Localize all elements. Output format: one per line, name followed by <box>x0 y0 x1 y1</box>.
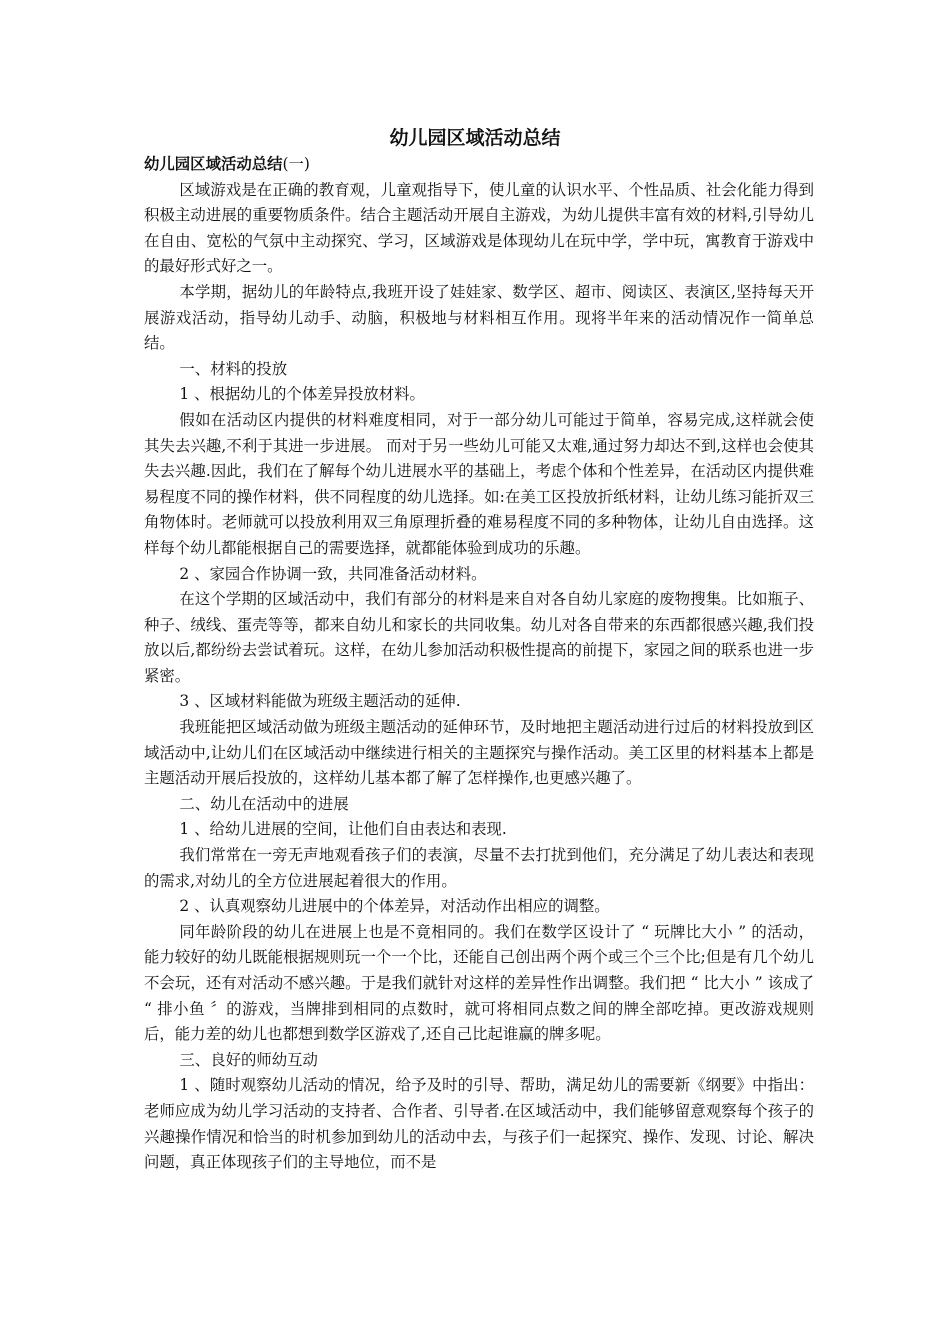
paragraph: 假如在活动区内提供的材料难度相同，对于一部分幼儿可能过于简单，容易完成,这样就会使其失去兴趣,不利于其进一步进展。 而对于另一些幼儿可能又太难,通过努力却达不到,这样也会使其失去兴趣.因此，我们在了解每个幼儿进展水平的基础上，考虑个体和个性差异，在活动区内提供难易程度不同的操作材料，供不同程度的幼儿选择。如:在美工区投放折纸材料，让幼儿练习能折双三角物体时。老师就可以投放利用双三角原理折叠的难易程度不同的多种物体，让幼儿自由选择。这样每个幼儿都能根据自己的需要选择，就都能体验到成功的乐趣。 <box>144 410 814 557</box>
paragraph: 我班能把区域活动做为班级主题活动的延伸环节，及时地把主题活动进行过后的材料投放到区域活动中,让幼儿们在区域活动中继续进行相关的主题探究与操作活动。美工区里的材料基本上都是主题活动开展后投放的，这样幼儿基本都了解了怎样操作,也更感兴趣了。 <box>144 718 814 788</box>
heading-progress: 二、幼儿在活动中的进展 <box>179 794 349 813</box>
document-body <box>144 152 814 1176</box>
subheading: 3 、区域材料能做为班级主题活动的延伸. <box>179 692 461 711</box>
subheading: 2 、认真观察幼儿进展中的个体差异，对活动作出相应的调整。 <box>179 897 610 916</box>
subheading: 2 、家园合作协调一致，共同准备活动材料。 <box>179 564 487 583</box>
paragraph: 在这个学期的区域活动中，我们有部分的材料是来自对各自幼儿家庭的废物搜集。比如瓶子、种子、绒线、蛋壳等等，都来自幼儿和家长的共同收集。幼儿对各自带来的东西都很感兴趣,我们投放以后,都纷纷去尝试着玩。这样，在幼儿参加活动积极性提高的前提下，家园之间的联系也进一步紧密。 <box>144 590 814 685</box>
paragraph: 同年龄阶段的幼儿在进展上也是不竟相同的。我们在数学区设计了 “ 玩牌比大小 ” 的活动，能力较好的幼儿既能根据规则玩一个一个比，还能自己创出两个两个或三个三个比;但是有几个幼儿不会玩，还有对活动不感兴趣。于是我们就针对这样的差异性作出调整。我们把 “ 比大小 ” 该成了 “ 排小鱼 〞的游戏，当牌排到相同的点数时，就可将相同点数之间的牌全部吃掉。更改游戏规则后，能力差的幼儿也都想到数学区游戏了,还自己比起谁赢的牌多呢。 <box>144 922 814 1044</box>
paragraph: 区域游戏是在正确的教育观，儿童观指导下，使儿童的认识水平、个性品质、社会化能力得到积极主动进展的重要物质条件。结合主题活动开展自主游戏，为幼儿提供丰富有效的材料,引导幼儿在自由、宽松的气氛中主动探究、学习，区域游戏是体现幼儿在玩中学，学中玩，寓教育于游戏中的最好形式好之一。 <box>144 180 814 276</box>
heading-interaction: 三、良好的师幼互动 <box>179 1050 318 1069</box>
section-heading <box>144 152 814 178</box>
paragraph: 1 、随时观察幼儿活动的情况，给予及时的引导、帮助，满足幼儿的需要新《纲要》中指出：老师应成为幼儿学习活动的支持者、合作者、引导者.在区域活动中，我们能够留意观察每个孩子的兴趣操作情况和恰当的时机参加到幼儿的活动中去，与孩子们一起探究、操作、发现、讨论、解决问题，真正体现孩子们的主导地位，而不是 <box>144 1076 814 1172</box>
subheading: 1 、根据幼儿的个体差异投放材料。 <box>179 385 425 404</box>
section-heading-text: 幼儿园区域活动总结 <box>144 155 283 173</box>
subheading: 1 、给幼儿进展的空间，让他们自由表达和表现. <box>179 820 507 839</box>
heading-materials: 一、材料的投放 <box>179 359 288 378</box>
paragraph: 本学期，据幼儿的年龄特点,我班开设了娃娃家、数学区、超市、阅读区、表演区,坚持每天开展游戏活动，指导幼儿动手、动脑，积极地与材料相互作用。现将半年来的活动情况作一简单总结。 <box>144 282 814 353</box>
document-title: 幼儿园区域活动总结 <box>389 127 561 149</box>
section-heading-number: (一) <box>282 155 310 173</box>
paragraph: 我们常常在一旁无声地观看孩子们的表演，尽量不去打扰到他们，充分满足了幼儿表达和表现的需求,对幼儿的全方位进展起着很大的作用。 <box>144 846 814 890</box>
